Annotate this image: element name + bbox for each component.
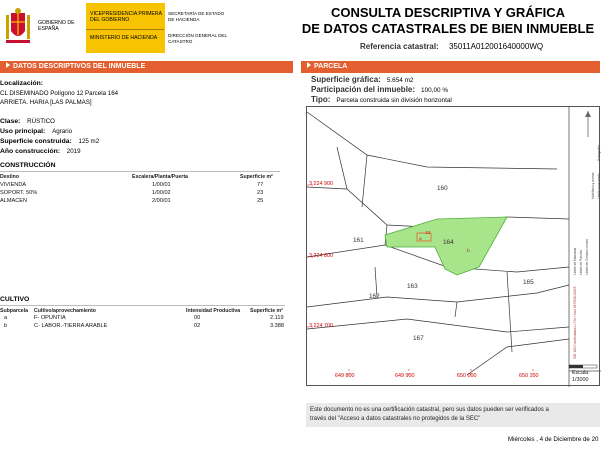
cell-superficie: 2.119 <box>270 315 284 321</box>
superficie-value: 125 m2 <box>78 138 100 145</box>
y-axis-tick: 3 224 700 <box>309 323 333 329</box>
legend-entry: Límite de Manzana <box>573 247 577 275</box>
header <box>0 0 600 58</box>
cell-escalera: 1/00/01 <box>152 182 171 188</box>
parcel-label: 165 <box>523 279 534 286</box>
participacion-label: Participación del inmueble: <box>311 85 416 94</box>
cell-destino: ALMACEN <box>0 198 28 204</box>
ref-value: 35011A012001640000WQ <box>448 42 544 51</box>
cell-escalera: 1/00/02 <box>152 190 171 196</box>
parcel-label: 161 <box>353 237 364 244</box>
anio-row <box>0 148 81 156</box>
x-axis-tick: 650 100 <box>519 373 539 379</box>
cell-subparcela: b <box>4 323 8 329</box>
construccion-title: CONSTRUCCIÓN <box>0 162 56 169</box>
parcel-label: 12 <box>425 231 431 236</box>
cultivo-header-intensidad: Intensidad Productiva <box>186 308 241 314</box>
cell-cultivo: F- OPUNTIA <box>34 315 66 321</box>
scale-bar-icon <box>569 365 597 368</box>
superficie-grafica-label: Superficie gráfica: <box>311 75 381 84</box>
note-line-1: Este documento no es una certificación catastral, pero sus datos pueden ser verificados a <box>310 407 549 413</box>
north-arrow-icon <box>585 111 591 137</box>
parcel-label: 162 <box>369 293 380 300</box>
parcel-label: 167 <box>413 335 424 342</box>
construccion-header-escalera: Escalera/Planta/Puerta <box>132 174 188 180</box>
tipo-value: Parcela construida sin división horizontal <box>336 97 452 104</box>
parcel-label: 163 <box>407 283 418 290</box>
scale-label: Escala: <box>572 370 590 376</box>
x-axis-tick: 649 800 <box>335 373 355 379</box>
cell-intensidad: 02 <box>194 323 201 329</box>
footer-date: Miércoles , 4 de Diciembre de 20 <box>508 436 599 443</box>
anio-label: Año construcción: <box>0 148 61 155</box>
note-line-2: través del "Acceso a datos catastrales no protegidos de la SEC" <box>310 416 481 422</box>
section-bar-parcel <box>301 61 600 73</box>
disclaimer-note <box>306 403 600 427</box>
construccion-header-superficie: Superficie m² <box>240 174 273 180</box>
superficie-grafica-value: 5.654 m2 <box>386 77 414 84</box>
cell-superficie: 77 <box>257 182 264 188</box>
clase-label: Clase: <box>0 118 21 125</box>
y-axis-tick: 3 224 800 <box>309 253 333 259</box>
cell-intensidad: 00 <box>194 315 201 321</box>
title-line-2: DE DATOS CATASTRALES DE BIEN INMUEBLE <box>301 21 595 36</box>
clase-value: RÚSTICO <box>27 118 55 125</box>
direccion-label: DIRECCIÓN GENERAL DEL CATASTRO <box>168 33 227 44</box>
cultivo-header-cultivo: Cultivo/aprovechamiento <box>34 308 96 314</box>
parcel-label: 164 <box>443 239 454 246</box>
utm-reference: 500 100 Coordenadas U.T.M. Huso 28 REGCAN95 <box>573 286 577 359</box>
superficie-row <box>0 138 99 146</box>
localizacion-line-1: CL DISEMINADO Polígono 12 Parcela 164 <box>0 90 119 97</box>
participacion-value: 100,00 % <box>421 87 449 94</box>
title-line-1: CONSULTA DESCRIPTIVA Y GRÁFICA <box>330 5 565 20</box>
cell-subparcela: a <box>4 315 8 321</box>
section-title-parcel: PARCELA <box>314 63 348 70</box>
uso-value: Agrario <box>52 128 73 135</box>
cell-superficie: 3.388 <box>270 323 284 329</box>
construccion-header-destino: Destino <box>0 174 20 180</box>
cell-escalera: 2/00/01 <box>152 198 171 204</box>
secretaria-label: SECRETARÍA DE ESTADO DE HACIENDA <box>168 11 225 22</box>
anio-value: 2019 <box>66 148 81 155</box>
cell-destino: VIVIENDA <box>0 182 27 188</box>
parcel-label: b <box>467 249 470 254</box>
cultivo-rule <box>0 305 285 306</box>
map-canvas <box>307 107 601 387</box>
gobierno-label: GOBIERNO DE ESPAÑA <box>38 20 75 32</box>
cell-destino: SOPORT. 50% <box>0 190 38 196</box>
superficie-grafica-row <box>311 75 413 84</box>
tipo-label: Tipo: <box>311 95 331 104</box>
tipo-row <box>311 95 452 104</box>
uso-row <box>0 128 72 136</box>
parcel-label: 160 <box>437 185 448 192</box>
y-axis-tick: 3 224 900 <box>309 181 333 187</box>
triangle-icon <box>307 62 311 68</box>
cell-cultivo: C- LABOR.-TIERRA ARABLE <box>34 323 108 329</box>
cell-superficie: 23 <box>257 190 264 196</box>
localizacion-label: Localización: <box>0 80 44 87</box>
descriptive-data-panel <box>0 74 293 434</box>
parcel-label: a <box>419 237 422 242</box>
cadastral-map[interactable] <box>306 106 600 386</box>
cell-superficie: 25 <box>257 198 264 204</box>
legend-entry: Límite de Parcela <box>579 250 583 275</box>
page-title <box>298 5 598 37</box>
legend-entry: Hidrografía <box>597 145 601 161</box>
legend-entry: Límite zona verde <box>597 173 601 199</box>
superficie-label: Superficie construida: <box>0 138 72 145</box>
x-axis-tick: 649 900 <box>395 373 415 379</box>
ref-label: Referencia catastral: <box>360 42 439 51</box>
vicepresidencia-label: VICEPRESIDENCIA PRIMERA DEL GOBIERNO <box>90 11 162 23</box>
participacion-row <box>311 85 448 94</box>
spanish-coat-of-arms-icon <box>4 7 32 47</box>
clase-row <box>0 118 55 126</box>
grid-ticks <box>307 185 533 377</box>
legend-entry: Mobiliario y aceras <box>591 172 595 199</box>
localizacion-line-2: ARRIETA. HARIA [LAS PALMAS] <box>0 99 92 106</box>
legend-entry: Límite de Construcciones <box>585 239 589 275</box>
cultivo-header-superficie: Superficie m² <box>250 308 283 314</box>
ministerio-label: MINISTERIO DE HACIENDA <box>90 35 158 41</box>
construccion-rule <box>0 171 280 172</box>
government-logo-block <box>0 3 228 53</box>
x-axis-tick: 650 000 <box>457 373 477 379</box>
triangle-icon <box>6 62 10 68</box>
scale-value: 1/3000 <box>572 377 589 383</box>
banner-divider <box>86 29 164 30</box>
cultivo-title: CULTIVO <box>0 296 30 303</box>
section-title-descriptive: DATOS DESCRIPTIVOS DEL INMUEBLE <box>13 63 146 70</box>
cadastral-reference <box>360 42 543 51</box>
cultivo-header-subparcela: Subparcela <box>0 308 28 314</box>
uso-label: Uso principal: <box>0 128 46 135</box>
section-bar-descriptive-data <box>0 61 293 73</box>
